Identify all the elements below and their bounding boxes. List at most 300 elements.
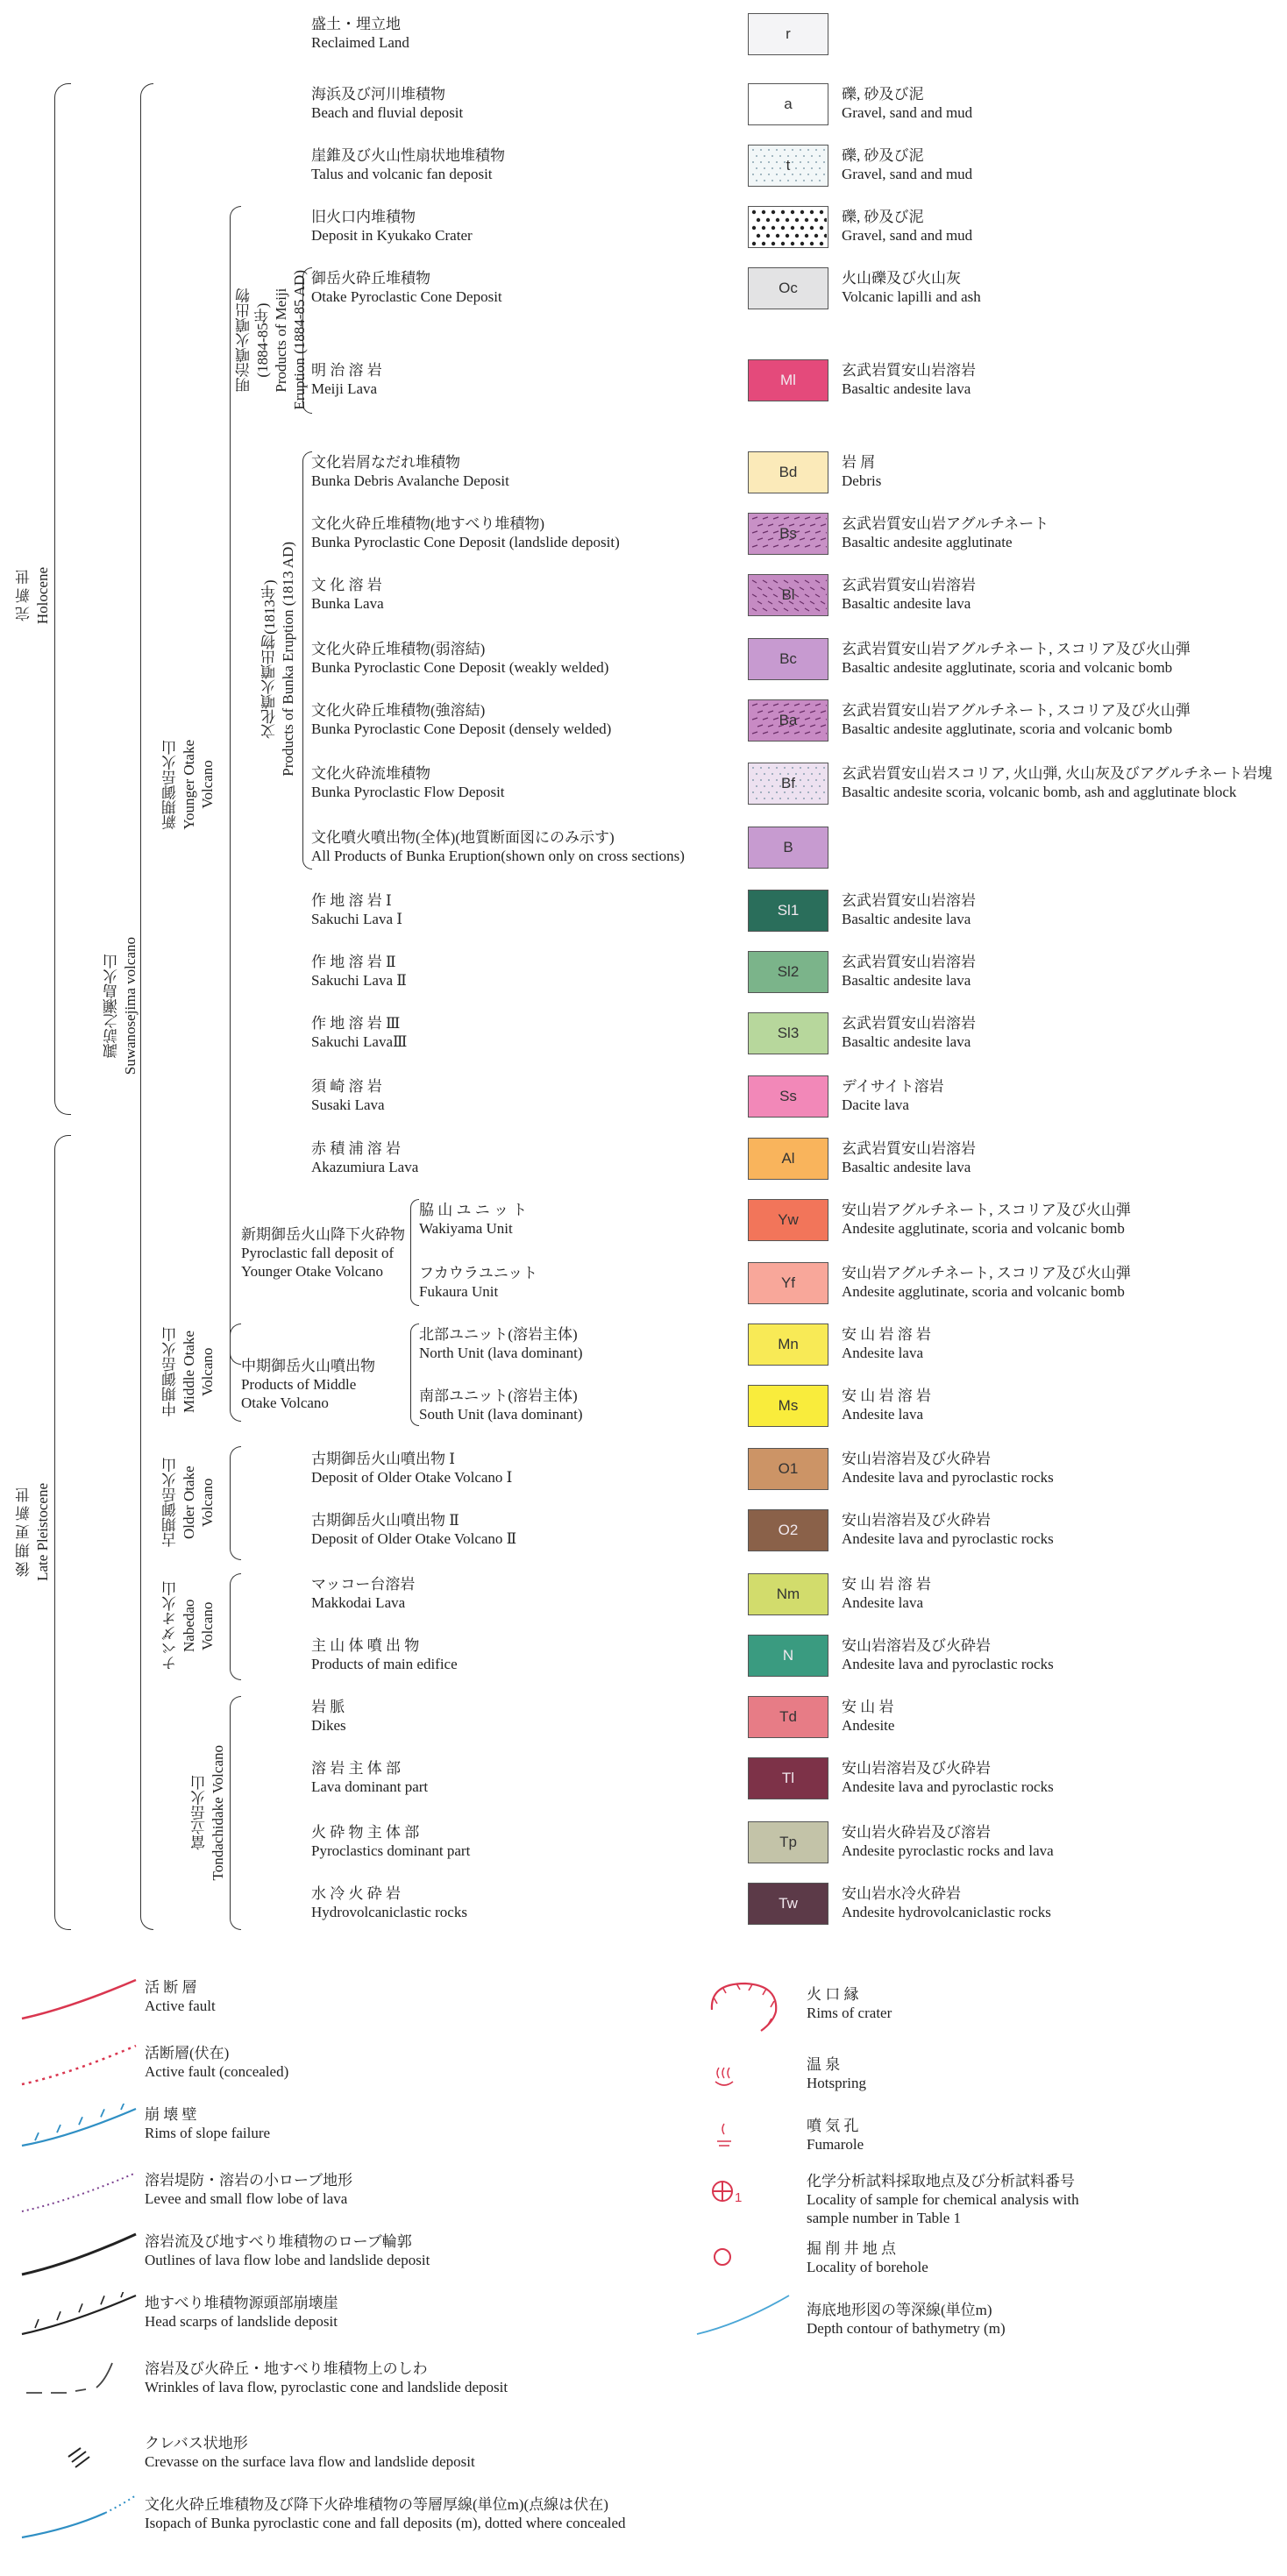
lithology-line-1: 玄武岩質安山岩溶岩 <box>842 1140 976 1157</box>
late-pleistocene-bracket <box>54 1135 71 1930</box>
group-label-line-1: 中期御岳火山 <box>162 1327 179 1416</box>
unit-name <box>311 269 502 306</box>
unit-code: Ba <box>779 712 798 728</box>
bathymetry-icon <box>693 2292 798 2341</box>
crater-rim-icon <box>693 1976 789 2038</box>
map-unit-swatch <box>748 513 828 555</box>
unit-name <box>311 828 685 865</box>
map-unit-swatch <box>748 1635 828 1677</box>
volcano-label <box>103 937 139 1075</box>
unit-code: Sl3 <box>777 1025 800 1041</box>
unit-code: Ss <box>779 1088 797 1104</box>
symbol-line-2: Hotspring <box>807 2075 866 2091</box>
unit-name <box>311 1636 458 1673</box>
unit-lithology <box>842 1511 1054 1548</box>
group-bracket <box>230 1696 241 1930</box>
active-fault-concealed-icon <box>18 2042 140 2090</box>
eruption-label-line-4: Eruption (1884-85 AD) <box>291 270 308 410</box>
map-symbol-label <box>145 2360 508 2396</box>
unit-lithology <box>842 1759 1054 1796</box>
map-unit-swatch <box>748 574 828 616</box>
unit-code: N <box>782 1647 794 1664</box>
unit-lithology <box>842 701 1191 738</box>
unit-name-line-2: Bunka Pyroclastic Cone Deposit (landslide deposit) <box>311 534 620 550</box>
lithology-line-1: 安 山 岩 <box>842 1699 894 1715</box>
group-label-line-2: Tondachidake Volcano <box>210 1745 226 1881</box>
unit-name-line-1: 盛土・埋立地 <box>311 16 401 32</box>
lithology-line-1: 安山岩溶岩及び火砕岩 <box>842 1760 991 1777</box>
unit-name <box>311 453 509 490</box>
map-symbol-label <box>145 2495 626 2532</box>
unit-code: Yw <box>778 1211 799 1228</box>
eruption-bracket <box>302 451 312 869</box>
unit-name <box>419 1325 583 1362</box>
lithology-line-1: 礫, 砂及び泥 <box>842 147 924 164</box>
unit-lithology <box>842 576 976 613</box>
unit-code: Yf <box>780 1274 796 1291</box>
unit-name-line-2: Akazumiura Lava <box>311 1159 419 1175</box>
unit-code: Oc <box>779 280 798 296</box>
symbol-line-1: クレバス状地形 <box>145 2435 248 2452</box>
unit-name-line-1: 赤 積 浦 溶 岩 <box>311 1140 401 1157</box>
unit-code: O2 <box>778 1522 799 1538</box>
symbol-line-2: Active fault <box>145 1998 216 2014</box>
lithology-line-2: Basaltic andesite agglutinate, scoria and volcanic bomb <box>842 720 1173 737</box>
unit-lithology <box>842 269 981 306</box>
unit-code: Tp <box>779 1834 797 1850</box>
unit-lithology <box>842 1698 894 1735</box>
epoch-label-line-1: 後 期 更 新 世 <box>16 1487 32 1577</box>
eruption-label-line-2: Products of Bunka Eruption (1813 AD) <box>280 542 296 777</box>
unit-lithology <box>842 891 976 928</box>
lithology-line-1: 玄武岩質安山岩溶岩 <box>842 954 976 970</box>
unit-code: Ml <box>780 372 796 388</box>
symbol-line-1: 溶岩及び火砕丘・地すべり堆積物上のしわ <box>145 2360 428 2377</box>
map-symbol-label <box>807 2117 864 2154</box>
lithology-line-1: 火山礫及び火山灰 <box>842 270 961 287</box>
unit-lithology <box>842 1884 1051 1921</box>
subgroup-label <box>241 1357 375 1412</box>
epoch-label <box>15 1483 52 1581</box>
unit-lithology <box>842 146 972 183</box>
unit-lithology <box>842 1387 931 1423</box>
unit-name-line-1: 文化噴火噴出物(全体)(地質断面図にのみ示す) <box>311 829 615 846</box>
unit-lithology <box>842 1201 1131 1238</box>
symbol-line-2: Crevasse on the surface lava flow and landslide deposit <box>145 2453 475 2470</box>
unit-code: Nm <box>776 1586 800 1602</box>
unit-name-line-1: 崖錐及び火山性扇状地堆積物 <box>311 147 505 164</box>
unit-name-line-2: Susaki Lava <box>311 1096 385 1113</box>
map-symbol-label <box>807 1985 892 2022</box>
unit-name-line-2: All Products of Bunka Eruption(shown only on cross sections) <box>311 848 685 864</box>
unit-name <box>311 1759 428 1796</box>
group-label-line-2: Younger Otake <box>181 740 197 830</box>
symbol-line-2: Levee and small flow lobe of lava <box>145 2190 348 2207</box>
subgroup-label <box>241 1225 405 1281</box>
map-unit-swatch <box>748 1573 828 1615</box>
unit-name-line-2: Makkodai Lava <box>311 1594 406 1611</box>
sample-icon <box>693 2174 763 2212</box>
lithology-line-2: Andesite <box>842 1717 895 1734</box>
unit-name-line-2: Deposit in Kyukako Crater <box>311 227 473 244</box>
unit-name <box>311 1884 467 1921</box>
unit-name-line-2: Products of main edifice <box>311 1656 458 1672</box>
symbol-line-2: Outlines of lava flow lobe and landslide deposit <box>145 2252 430 2268</box>
group-label-line-1: 新期御岳火山 <box>162 740 179 830</box>
unit-name-line-2: Beach and fluvial deposit <box>311 104 464 121</box>
symbol-line-1: 地すべり堆積物源頭部崩壊崖 <box>145 2295 338 2311</box>
unit-lithology <box>842 1139 976 1176</box>
unit-name-line-1: 古期御岳火山噴出物 Ⅱ <box>311 1512 459 1529</box>
group-label <box>161 740 217 830</box>
map-symbol-label <box>145 1978 216 2015</box>
symbol-line-2: Rims of slope failure <box>145 2125 271 2141</box>
map-unit-swatch <box>748 827 828 869</box>
symbol-line-1: 文化火砕丘堆積物及び降下火砕堆積物の等層厚線(単位m)(点線は伏在) <box>145 2496 608 2513</box>
epoch-label-line-2: Holocene <box>34 567 51 625</box>
map-unit-swatch <box>748 638 828 680</box>
unit-lithology <box>842 1077 944 1114</box>
volcano-label-line-1: 諏訪之瀬島火山 <box>103 954 120 1059</box>
lithology-line-2: Basaltic andesite lava <box>842 1159 971 1175</box>
unit-lithology <box>842 640 1191 677</box>
lithology-line-2: Basaltic andesite agglutinate, scoria and volcanic bomb <box>842 659 1173 676</box>
unit-lithology <box>842 85 972 122</box>
lithology-line-2: Gravel, sand and mud <box>842 104 973 121</box>
unit-name <box>311 15 409 52</box>
lithology-line-1: 岩 屑 <box>842 454 876 471</box>
unit-name-line-1: 文化火砕丘堆積物(地すべり堆積物) <box>311 515 544 532</box>
unit-name <box>311 891 402 928</box>
unit-name-line-2: Bunka Pyroclastic Cone Deposit (weakly welded) <box>311 659 609 676</box>
unit-lithology <box>842 1264 1131 1301</box>
eruption-label-line-2: (1884-85年) <box>254 302 271 378</box>
lithology-line-1: 安山岩溶岩及び火砕岩 <box>842 1451 991 1467</box>
symbol-line-2: Locality of sample for chemical analysis with <box>807 2191 1079 2208</box>
map-unit-swatch <box>748 1385 828 1427</box>
epoch-label <box>15 567 52 624</box>
map-symbol-label <box>145 2105 270 2142</box>
unit-name-line-2: Talus and volcanic fan deposit <box>311 166 493 182</box>
symbol-line-2: Head scarps of landslide deposit <box>145 2313 338 2330</box>
lithology-line-2: Debris <box>842 472 882 489</box>
unit-name-line-1: 文 化 溶 岩 <box>311 577 382 593</box>
unit-code: Bc <box>779 650 797 667</box>
group-label-line-1: ナベダオ火山 <box>162 1581 179 1671</box>
symbol-line-1: 化学分析試料採取地点及び分析試料番号 <box>807 2173 1075 2189</box>
lithology-line-2: Dacite lava <box>842 1096 909 1113</box>
group-label <box>190 1745 227 1880</box>
unit-name <box>311 1014 407 1051</box>
symbol-line-2: Depth contour of bathymetry (m) <box>807 2320 1006 2337</box>
lithology-line-1: 玄武岩質安山岩アグルチネート, スコリア及び火山弾 <box>842 641 1191 657</box>
lithology-line-2: Basaltic andesite lava <box>842 380 971 397</box>
lithology-line-1: 礫, 砂及び泥 <box>842 86 924 103</box>
volcano-label-line-2: Suwanosejima volcano <box>122 937 139 1075</box>
symbol-line-1: 海底地形図の等深線(単位m) <box>807 2302 992 2318</box>
unit-name-line-2: Sakuchi Lava Ⅱ <box>311 972 407 989</box>
unit-name-line-1: 岩 脈 <box>311 1699 345 1715</box>
symbol-line-1: 溶岩堤防・溶岩の小ローブ地形 <box>145 2172 353 2189</box>
unit-code: Ms <box>778 1397 799 1414</box>
lithology-line-2: Basaltic andesite lava <box>842 595 971 612</box>
group-label-line-3: Volcano <box>199 1601 216 1650</box>
active-fault-icon <box>18 1976 140 2025</box>
subgroup-bracket <box>410 1199 419 1306</box>
lithology-line-2: Gravel, sand and mud <box>842 166 973 182</box>
map-unit-swatch <box>748 1323 828 1366</box>
map-symbol-label <box>145 2434 475 2471</box>
lithology-line-1: 安山岩火砕岩及び溶岩 <box>842 1824 991 1841</box>
lithology-line-1: 玄武岩質安山岩アグルチネート <box>842 515 1049 532</box>
fumarole-icon <box>693 2117 763 2155</box>
slope-failure-icon <box>18 2104 140 2152</box>
lithology-line-2: Basaltic andesite scoria, volcanic bomb, ash and agglutinate block <box>842 784 1237 800</box>
lithology-line-1: 安 山 岩 溶 岩 <box>842 1326 931 1343</box>
symbol-line-2: Active fault (concealed) <box>145 2063 289 2080</box>
unit-name-line-2: Bunka Pyroclastic Cone Deposit (densely welded) <box>311 720 612 737</box>
symbol-line-1: 溶岩流及び地すべり堆積物のローブ輪郭 <box>145 2233 412 2250</box>
map-unit-swatch <box>748 1199 828 1241</box>
symbol-line-1: 温 泉 <box>807 2056 841 2073</box>
symbol-line-2: Fumarole <box>807 2136 864 2153</box>
head-scarp-icon <box>18 2292 140 2340</box>
unit-name <box>311 208 473 245</box>
unit-name-line-1: フカウラユニット <box>419 1265 538 1281</box>
map-unit-swatch <box>748 206 828 248</box>
subgroup-line-2: Products of Middle <box>241 1376 357 1393</box>
unit-name <box>311 764 505 801</box>
unit-name-line-1: 溶 岩 主 体 部 <box>311 1760 401 1777</box>
unit-name-line-2: Meiji Lava <box>311 380 378 397</box>
unit-name-line-1: 火 砕 物 主 体 部 <box>311 1824 420 1841</box>
lithology-line-1: 玄武岩質安山岩溶岩 <box>842 577 976 593</box>
lithology-line-1: 礫, 砂及び泥 <box>842 209 924 225</box>
lithology-line-1: 安山岩アグルチネート, スコリア及び火山弾 <box>842 1265 1131 1281</box>
unit-name-line-2: Deposit of Older Otake Volcano Ⅰ <box>311 1469 513 1486</box>
unit-name-line-2: Fukaura Unit <box>419 1283 499 1300</box>
lithology-line-2: Andesite lava <box>842 1406 923 1423</box>
unit-name-line-2: North Unit (lava dominant) <box>419 1345 583 1361</box>
map-unit-swatch <box>748 1138 828 1180</box>
lithology-line-2: Basaltic andesite lava <box>842 972 971 989</box>
unit-code: Tw <box>779 1895 798 1912</box>
unit-name <box>419 1264 537 1301</box>
group-bracket <box>230 1323 241 1422</box>
group-label-line-2: Nabedao <box>181 1599 197 1653</box>
map-unit-swatch <box>748 1262 828 1304</box>
map-symbol-label <box>145 2232 430 2269</box>
lithology-line-2: Andesite lava <box>842 1345 923 1361</box>
group-bracket <box>230 1573 241 1680</box>
levee-icon <box>18 2169 140 2218</box>
unit-name-line-2: Sakuchi LavaⅢ <box>311 1033 408 1050</box>
crevasse-icon <box>18 2432 140 2480</box>
unit-name-line-2: Lava dominant part <box>311 1778 429 1795</box>
unit-code: Bs <box>779 525 797 542</box>
unit-name-line-2: Hydrovolcaniclastic rocks <box>311 1904 467 1920</box>
map-symbol-label <box>807 2055 866 2092</box>
unit-lithology <box>842 1014 976 1051</box>
unit-name-line-2: Reclaimed Land <box>311 34 409 51</box>
eruption-label <box>235 270 309 410</box>
map-unit-swatch <box>748 1821 828 1863</box>
eruption-label <box>260 542 297 777</box>
unit-name-line-2: Sakuchi Lava Ⅰ <box>311 911 402 927</box>
unit-code: Sl2 <box>777 963 800 980</box>
unit-name-line-1: 海浜及び河川堆積物 <box>311 86 445 103</box>
unit-lithology <box>842 953 976 990</box>
map-symbol-label <box>145 2294 338 2331</box>
isopach-icon <box>18 2494 140 2542</box>
lithology-line-1: 玄武岩質安山岩溶岩 <box>842 362 976 379</box>
unit-name-line-1: 須 崎 溶 岩 <box>311 1078 382 1095</box>
unit-name <box>311 1511 516 1548</box>
lithology-line-2: Volcanic lapilli and ash <box>842 288 981 305</box>
svg-text:1: 1 <box>735 2190 743 2205</box>
unit-name <box>311 1450 512 1487</box>
subgroup-line-3: Younger Otake Volcano <box>241 1263 383 1280</box>
map-symbol-label <box>807 2301 1006 2338</box>
unit-lithology <box>842 1325 931 1362</box>
borehole-icon <box>693 2239 763 2278</box>
map-unit-swatch <box>748 13 828 55</box>
lithology-line-2: Andesite lava and pyroclastic rocks <box>842 1778 1054 1795</box>
lithology-line-2: Andesite lava and pyroclastic rocks <box>842 1469 1054 1486</box>
group-label-line-3: Volcano <box>199 760 216 810</box>
unit-code: B <box>783 839 793 855</box>
lithology-line-2: Andesite agglutinate, scoria and volcanic bomb <box>842 1220 1125 1237</box>
lithology-line-2: Andesite pyroclastic rocks and lava <box>842 1842 1054 1859</box>
unit-name-line-1: 脇 山 ユ ニ ッ ト <box>419 1202 528 1218</box>
unit-lithology <box>842 361 976 398</box>
symbol-line-1: 噴 気 孔 <box>807 2118 859 2134</box>
unit-name <box>419 1201 527 1238</box>
group-label-line-2: Middle Otake <box>181 1331 197 1413</box>
unit-lithology <box>842 208 972 245</box>
unit-code: Bl <box>781 586 795 603</box>
lithology-line-1: 玄武岩質安山岩溶岩 <box>842 892 976 909</box>
unit-name-line-1: マッコー台溶岩 <box>311 1576 416 1593</box>
lithology-line-2: Andesite lava and pyroclastic rocks <box>842 1656 1054 1672</box>
lithology-line-2: Andesite agglutinate, scoria and volcanic bomb <box>842 1283 1125 1300</box>
symbol-line-2: Rims of crater <box>807 2005 892 2021</box>
unit-name-line-2: Pyroclastics dominant part <box>311 1842 471 1859</box>
map-symbol-label <box>145 2171 352 2208</box>
map-unit-swatch <box>748 951 828 993</box>
subgroup-line-3: Otake Volcano <box>241 1394 329 1411</box>
unit-name-line-2: Dikes <box>311 1717 346 1734</box>
unit-name <box>311 514 620 551</box>
unit-name-line-2: Bunka Lava <box>311 595 384 612</box>
lithology-line-1: 玄武岩質安山岩溶岩 <box>842 1015 976 1032</box>
unit-name <box>311 1823 470 1860</box>
unit-name-line-1: 明 治 溶 岩 <box>311 362 382 379</box>
unit-name-line-1: 水 冷 火 砕 岩 <box>311 1885 401 1902</box>
unit-name-line-1: 文化岩屑なだれ堆積物 <box>311 454 460 471</box>
map-symbol-label <box>807 2239 928 2276</box>
unit-name-line-1: 旧火口内堆積物 <box>311 209 416 225</box>
map-symbol-label <box>145 2044 288 2081</box>
symbol-line-1: 活断層(伏在) <box>145 2045 230 2062</box>
symbol-line-1: 掘 削 井 地 点 <box>807 2240 896 2257</box>
unit-name <box>311 1575 415 1612</box>
unit-name-line-1: 御岳火砕丘堆積物 <box>311 270 430 287</box>
unit-name-line-1: 主 山 体 噴 出 物 <box>311 1637 420 1654</box>
unit-lithology <box>842 764 1272 801</box>
map-unit-swatch <box>748 1696 828 1738</box>
unit-code: Al <box>781 1150 795 1167</box>
subgroup-line-1: 中期御岳火山噴出物 <box>241 1358 375 1374</box>
unit-name-line-2: Deposit of Older Otake Volcano Ⅱ <box>311 1530 517 1547</box>
group-label-line-3: Volcano <box>199 1347 216 1396</box>
unit-name <box>419 1387 583 1423</box>
group-label <box>161 1581 217 1671</box>
epoch-label-line-1: 完 新 世 <box>16 569 32 622</box>
unit-name <box>311 640 608 677</box>
group-bracket <box>230 1446 241 1560</box>
unit-name <box>311 1139 418 1176</box>
map-unit-swatch <box>748 1883 828 1925</box>
map-unit-swatch <box>748 1075 828 1118</box>
lithology-line-2: Andesite lava <box>842 1594 923 1611</box>
subgroup-bracket <box>410 1323 419 1426</box>
unit-name <box>311 361 382 398</box>
volcano-bracket <box>140 83 153 1930</box>
lithology-line-1: 安山岩溶岩及び火砕岩 <box>842 1637 991 1654</box>
unit-name-line-1: 作 地 溶 岩 Ⅲ <box>311 1015 401 1032</box>
unit-name <box>311 701 611 738</box>
eruption-label-line-1: 明治噴火噴出物 <box>236 287 252 393</box>
unit-name <box>311 1698 346 1735</box>
lithology-line-1: 玄武岩質安山岩アグルチネート, スコリア及び火山弾 <box>842 702 1191 719</box>
map-unit-swatch <box>748 1757 828 1799</box>
subgroup-line-1: 新期御岳火山降下火砕物 <box>241 1226 405 1243</box>
unit-code: Sl1 <box>777 902 800 919</box>
symbol-line-1: 活 断 層 <box>145 1979 197 1996</box>
symbol-line-2: Wrinkles of lava flow, pyroclastic cone and landslide deposit <box>145 2379 508 2395</box>
unit-code: Bd <box>779 464 798 480</box>
map-unit-swatch <box>748 359 828 401</box>
map-unit-swatch <box>748 145 828 187</box>
map-unit-swatch <box>748 267 828 309</box>
symbol-line-2: Isopach of Bunka pyroclastic cone and fall deposits (m), dotted where concealed <box>145 2515 626 2531</box>
group-label-line-1: 古期御岳火山 <box>162 1458 179 1547</box>
unit-lithology <box>842 514 1049 551</box>
group-label-line-2: Older Otake <box>181 1465 197 1539</box>
unit-name-line-1: 北部ユニット(溶岩主体) <box>419 1326 578 1343</box>
unit-lithology <box>842 453 881 490</box>
map-unit-swatch <box>748 1012 828 1054</box>
unit-name-line-1: 文化火砕流堆積物 <box>311 765 430 782</box>
unit-code: a <box>784 96 793 112</box>
unit-code: Td <box>779 1708 797 1725</box>
lithology-line-1: 安山岩水冷火砕岩 <box>842 1885 961 1902</box>
map-unit-swatch <box>748 1509 828 1551</box>
holocene-bracket <box>54 83 71 1115</box>
unit-name-line-2: Otake Pyroclastic Cone Deposit <box>311 288 502 305</box>
map-unit-swatch <box>748 699 828 742</box>
lithology-line-2: Andesite hydrovolcaniclastic rocks <box>842 1904 1051 1920</box>
map-unit-swatch <box>748 890 828 932</box>
unit-code: Tl <box>781 1770 795 1786</box>
unit-lithology <box>842 1575 931 1612</box>
epoch-label-line-2: Late Pleistocene <box>34 1483 51 1581</box>
symbol-line-1: 火 口 縁 <box>807 1986 859 2003</box>
group-label-line-3: Volcano <box>199 1478 216 1527</box>
map-symbol-label <box>807 2172 1079 2227</box>
unit-name-line-1: 作 地 溶 岩 Ⅰ <box>311 892 392 909</box>
